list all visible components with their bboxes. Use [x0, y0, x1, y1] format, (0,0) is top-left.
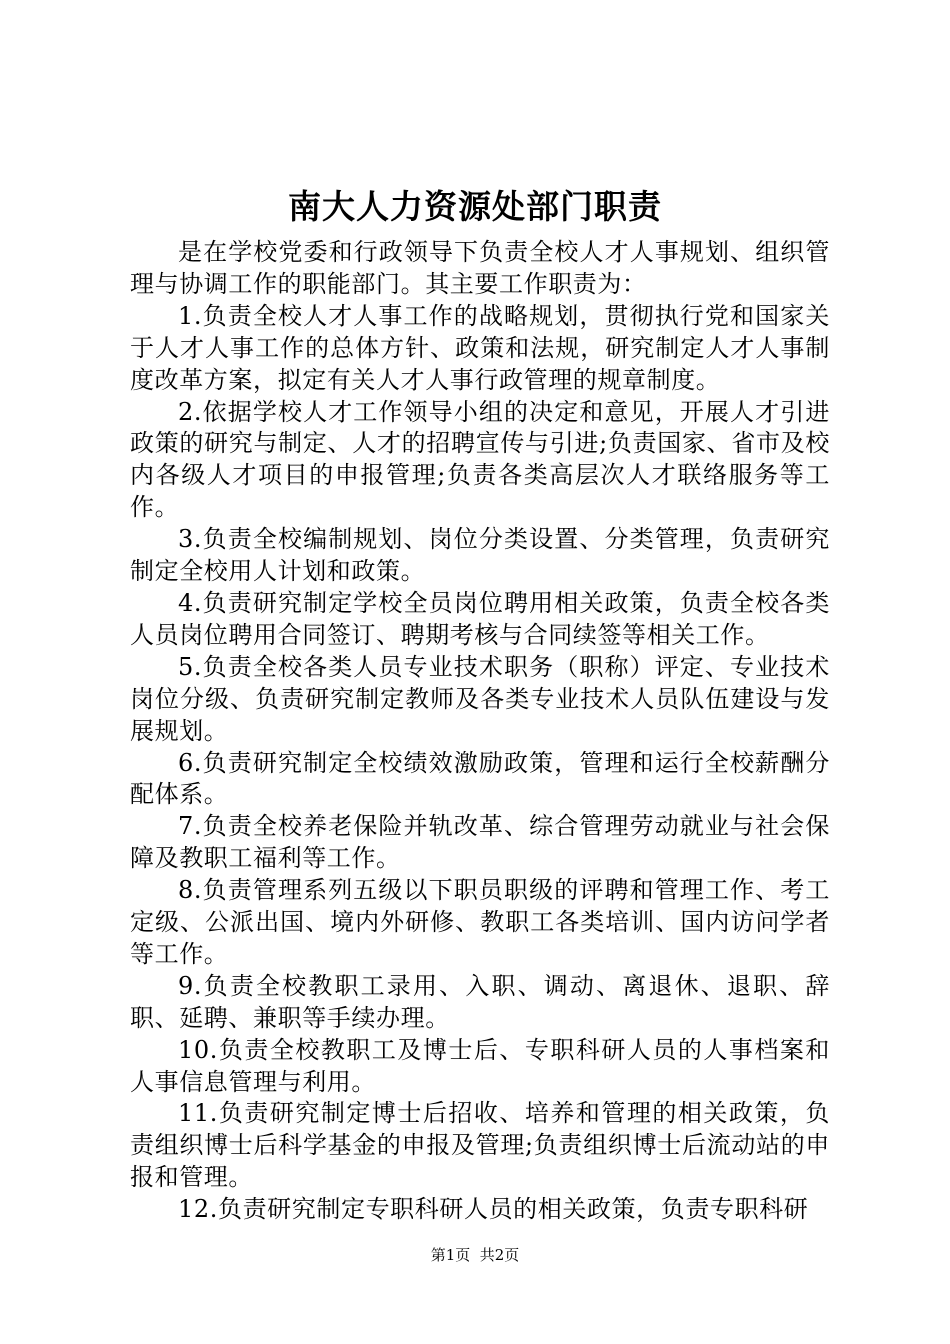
duty-item-1: 1.负责全校人才人事工作的战略规划，贯彻执行党和国家关于人才人事工作的总体方针、政策和法规，研究制定人才人事制度改革方案，拟定有关人才人事行政管理的规章制度。 — [130, 301, 830, 394]
document-title: 南大人力资源处部门职责 — [288, 187, 662, 226]
duty-item-4: 4.负责研究制定学校全员岗位聘用相关政策，负责全校各类人员岗位聘用合同签订、聘期考核与合同续签等相关工作。 — [130, 588, 830, 649]
duty-item-5: 5.负责全校各类人员专业技术职务（职称）评定、专业技术岗位分级、负责研究制定教师及各类专业技术人员队伍建设与发展规划。 — [130, 652, 830, 745]
duty-item-6: 6.负责研究制定全校绩效激励政策，管理和运行全校薪酬分配体系。 — [130, 748, 830, 809]
duty-item-11: 11.负责研究制定博士后招收、培养和管理的相关政策，负责组织博士后科学基金的申报及管理;负责组织博士后流动站的申报和管理。 — [130, 1099, 830, 1192]
duty-item-9: 9.负责全校教职工录用、入职、调动、离退休、退职、辞职、延聘、兼职等手续办理。 — [130, 971, 830, 1032]
duty-item-7: 7.负责全校养老保险并轨改革、综合管理劳动就业与社会保障及教职工福利等工作。 — [130, 812, 830, 873]
duty-item-2: 2.依据学校人才工作领导小组的决定和意见，开展人才引进政策的研究与制定、人才的招聘宣传与引进;负责国家、省市及校内各级人才项目的申报管理;负责各类高层次人才联络服务等工作。 — [130, 397, 830, 522]
duty-item-10: 10.负责全校教职工及博士后、专职科研人员的人事档案和人事信息管理与利用。 — [130, 1035, 830, 1096]
intro-paragraph: 是在学校党委和行政领导下负责全校人才人事规划、组织管理与协调工作的职能部门。其主要工作职责为： — [130, 238, 830, 298]
document-body — [130, 237, 830, 1226]
duty-item-12: 12.负责研究制定专职科研人员的相关政策，负责专职科研 — [178, 1195, 809, 1224]
duty-item-8: 8.负责管理系列五级以下职员职级的评聘和管理工作、考工定级、公派出国、境内外研修、教职工各类培训、国内访问学者等工作。 — [130, 876, 830, 968]
page-number-footer: 第1页 共2页 — [430, 1246, 520, 1264]
duty-item-3: 3.负责全校编制规划、岗位分类设置、分类管理，负责研究制定全校用人计划和政策。 — [130, 525, 830, 586]
